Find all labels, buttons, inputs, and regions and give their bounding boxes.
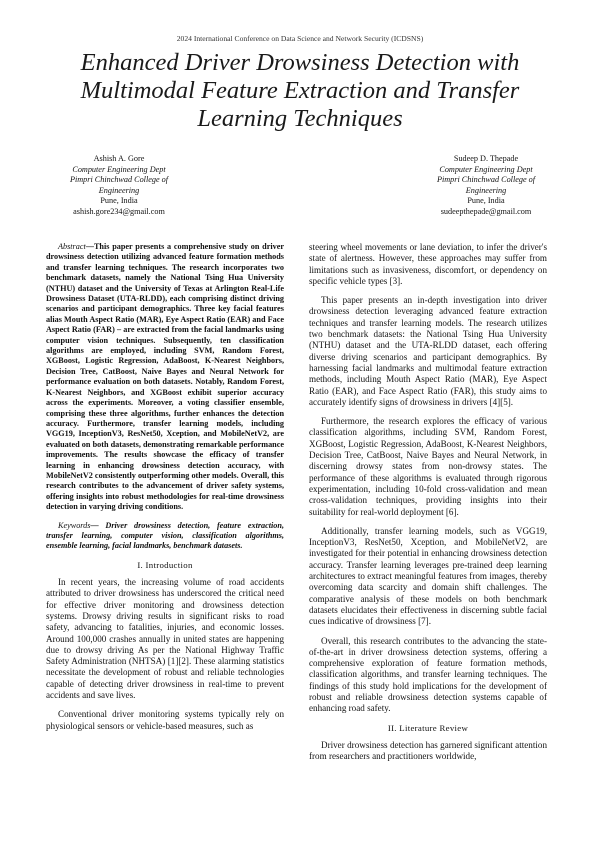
abstract-label: Abstract (58, 242, 86, 251)
author-dept: Computer Engineering Dept (72, 164, 166, 174)
keywords-label: Keywords (58, 520, 91, 530)
author-email: sudeepthepade@gmail.com (440, 206, 532, 216)
abstract: Abstract—This paper presents a comprehensive study on driver drowsiness detection utilizing advanced feature formation methods and transfer learning techniques. The research incorporates two benchmark datasets, namely the National Tsing Hua University (NTHU) dataset and the University of Texas at Arlington Real-Life Drowsiness Dataset (UTA-RLDD), each comprising distinct driving scenarios and participant demographics. Three key facial features alias Mouth Aspect Ratio (MAR), Eye Aspect Ratio (EAR) and Face Aspect Ratio (FAR) – are extracted from the facial landmarks using computer vision techniques. Subsequently, ten classification algorithms are employed, including SVM, Random Forest, XGBoost, Logistic Regression, AdaBoost, K-Nearest Neighbors, Decision Tree, CatBoost, Naive Bayes and Neural Network for performance evaluation on both datasets. Notably, Random Forest, K-Nearest Neighbors, and XGBoost exhibit superior accuracy across the experiments. Moreover, a voting classifier ensemble, comprising these three algorithms, further enhances the detection accuracy. Furthermore, transfer learning models, including VGG19, InceptionV3, ResNet50, Xception, and MobileNetV2, are evaluated on both datasets, demonstrating remarkable performance improvements. The results showcase the efficacy of transfer learning in enhancing drowsiness detection accuracy, with MobileNetV2 consistently outperforming other models. Overall, this research contributes to the advancement of driver safety systems, offering insights into robust methodologies for real-time drowsiness detection in varying driving conditions. (46, 242, 284, 512)
paragraph: Furthermore, the research explores the efficacy of various classification algorithms, including SVM, Random Forest, XGBoost, Logistic Regression, AdaBoost, K-Nearest Neighbors, Decision Tree, CatBoost, Naive Bayes and Neural Network, in discerning drowsy states from non-drowsy states. The performance of these algorithms is evaluated through rigorous experimentation, including 10-fold cross-validation and mean cross-validation techniques, providing insights into their suitability for real-world deployment [6]. (309, 416, 547, 517)
paragraph: Driver drowsiness detection has garnered significant attention from researchers and practitioners worldwide, (309, 739, 547, 762)
author-institution: Pimpri Chinchwad College of Engineering (436, 175, 536, 195)
author-block-2 (416, 154, 556, 218)
section-heading-introduction: I. Introduction (137, 559, 193, 570)
paragraph: Conventional driver monitoring systems typically rely on physiological sensors or vehicle-based measures, such as (46, 709, 284, 731)
author-block-1 (49, 154, 189, 218)
paragraph: Overall, this research contributes to the advancing the state-of-the-art in driver drowsiness detection systems, offering a comprehensive exploration of feature formation methods, classification algorithms, and transfer learning techniques. The findings of this study hold implications for the development of robust and reliable drowsiness detection systems capable of enhancing road safety. (309, 635, 547, 714)
left-column (46, 242, 284, 740)
keywords: Keywords— Driver drowsiness detection, feature extraction, transfer learning, computer vision, classification algorithms, ensemble learning, facial landmarks, benchmark datasets. (46, 520, 284, 551)
author-location: Pune, India (467, 196, 505, 206)
paragraph: Additionally, transfer learning models, such as VGG19, InceptionV3, ResNet50, Xception, and MobileNetV2, are investigated for their potential in enhancing drowsiness detection accuracy. Transfer learning leverages pre-trained deep learning architectures to extract meaningful features from images, thereby overcoming data scarcity and domain shift challenges. The comparative analysis of these models on both benchmark datasets elucidates their effectiveness in discerning subtle facial cues indicative of drowsiness [7]. (309, 525, 547, 627)
paper-title: Enhanced Driver Drowsiness Detection with Multimodal Feature Extraction and Transfer Learning Techniques (80, 49, 520, 132)
author-dept: Computer Engineering Dept (439, 164, 533, 174)
paragraph: This paper presents an in-depth investigation into driver drowsiness detection leveraging advanced feature extraction techniques and transfer learning models. The research utilizes two benchmark datasets: the National Tsing Hua University (NTHU) dataset and the UTA-RLDD dataset, each offering diverse driving scenarios and participant demographics. By harnessing facial landmarks and multimodal feature extraction methods, including Mouth Aspect Ratio (MAR), Eye Aspect Ratio (EAR), and Face Aspect Ratio (FAR), this study aims to accurately identify signs of drowsiness in drivers [4][5]. (309, 295, 547, 407)
author-institution: Pimpri Chinchwad College of Engineering (69, 175, 169, 195)
conference-header: 2024 International Conference on Data Science and Network Security (ICDSNS) (176, 34, 424, 43)
author-name: Sudeep D. Thepade (453, 154, 519, 163)
author-location: Pune, India (100, 196, 138, 206)
abstract-text: This paper presents a comprehensive study on driver drowsiness detection utilizing advanced feature formation methods and transfer learning techniques. The research incorporates two benchmark datasets, namely the National Tsing Hua University (NTHU) dataset and the University of Texas at Arlington Real-Life Drowsiness Dataset (UTA-RLDD), each comprising distinct driving scenarios and participant demographics. Three key facial features alias Mouth Aspect Ratio (MAR), Eye Aspect Ratio (EAR) and Face Aspect Ratio (FAR) – are extracted from the facial landmarks using computer vision techniques. Subsequently, ten classification algorithms are employed, including SVM, Random Forest, XGBoost, Logistic Regression, AdaBoost, K-Nearest Neighbors, Decision Tree, CatBoost, Naive Bayes and Neural Network for performance evaluation on both datasets. Notably, Random Forest, K-Nearest Neighbors, and XGBoost exhibit superior accuracy across the experiments. Moreover, a voting classifier ensemble, comprising these three algorithms, further enhances the detection accuracy. Furthermore, transfer learning models, including VGG19, InceptionV3, ResNet50, Xception, and MobileNetV2, are evaluated on both datasets, demonstrating remarkable performance improvements. The results showcase the efficacy of transfer learning in enhancing drowsiness detection accuracy, with MobileNetV2 consistently outperforming other models. Overall, this research contributes to the advancement of driver safety systems, offering insights into robust methodologies for real-time drowsiness detection in varying driving conditions. (46, 242, 284, 512)
keywords-text: Driver drowsiness detection, feature extraction, transfer learning, computer vision, classification algorithms, ensemble learning, facial landmarks, benchmark datasets. (46, 520, 284, 551)
section-heading-literature-review: II. Literature Review (387, 722, 469, 733)
paragraph: In recent years, the increasing volume of road accidents attributed to driver drowsiness has underscored the critical need for effective driver monitoring and drowsiness detection systems. Drowsy driving results in significant risks to road safety, advancing to fatalities, injuries, and economic losses. Around 100,000 crashes annually in united states are happening due to drowsy driving As per the National Highway Traffic Safety Administration (NHTSA) [1][2]. These alarming statistics necessitate the development of robust and reliable technologies capable of detecting driver drowsiness in real-time to prevent accidents and save lives. (46, 577, 284, 701)
author-email: ashish.gore234@gmail.com (73, 206, 165, 216)
right-column (309, 242, 547, 770)
paragraph: steering wheel movements or lane deviation, to infer the driver's state of alertness. However, these approaches may suffer from limitations such as invasiveness, discomfort, or dependency on specific vehicle types [3]. (309, 242, 547, 286)
author-name: Ashish A. Gore (93, 154, 145, 163)
